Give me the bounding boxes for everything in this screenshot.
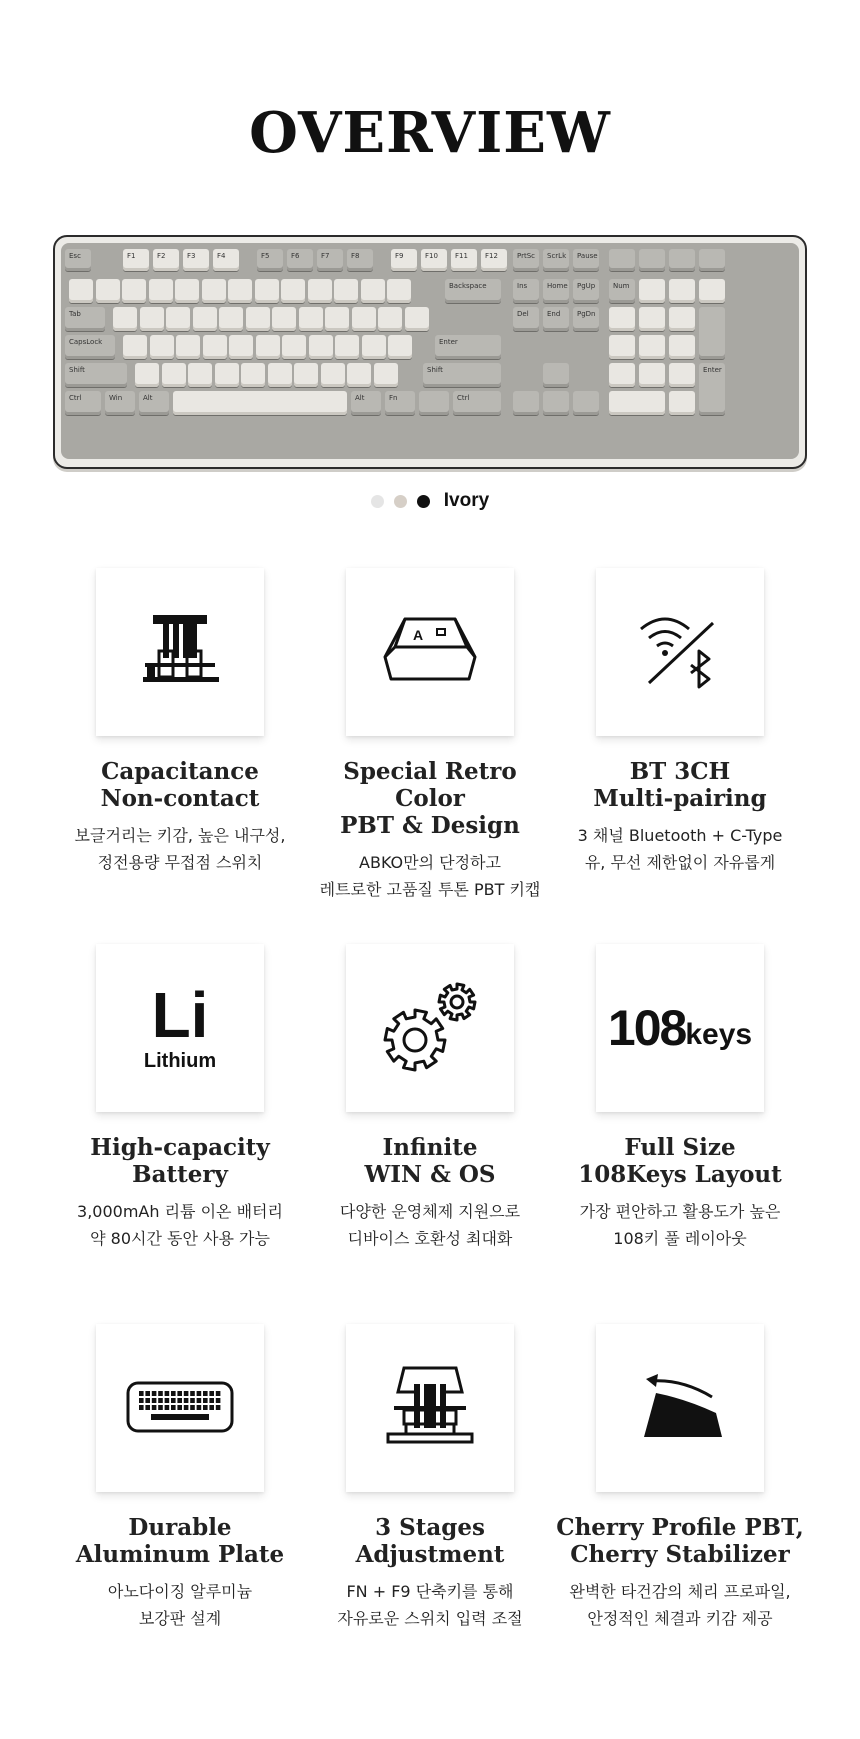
keyboard-key [282, 335, 306, 359]
keyboard-key [352, 307, 376, 331]
feature-title: Multi-pairing [593, 785, 767, 812]
feature-icon-box [596, 568, 764, 736]
keyboard-key [202, 279, 226, 303]
keyboard-key [188, 363, 212, 387]
switch-stages-icon [380, 1358, 480, 1458]
keyboard-key: Shift [423, 363, 501, 387]
keyboard-key: End [543, 307, 569, 331]
keyboard-key [335, 335, 359, 359]
keyboard-key [419, 391, 449, 415]
keyboard-key [374, 363, 398, 387]
keyboard-key [609, 307, 635, 331]
keyboard-key: Shift [65, 363, 127, 387]
feature-capacitance [55, 568, 305, 876]
keyboard-key: F5 [257, 249, 283, 271]
keyboard-key: F6 [287, 249, 313, 271]
feature-desc: ABKO만의 단정하고 [359, 853, 501, 872]
keyboard-key [175, 279, 199, 303]
keyboard-key [149, 279, 173, 303]
keyboard-key: Alt [351, 391, 381, 415]
feature-desc: 안정적인 체결과 키감 제공 [587, 1609, 773, 1628]
keyboard-key [362, 335, 386, 359]
keyboard-key [122, 279, 146, 303]
keyboard-key: PgDn [573, 307, 599, 331]
keyboard-key: ScrLk [543, 249, 569, 271]
keyboard-key [543, 363, 569, 387]
keyboard-key [272, 307, 296, 331]
keyboard-image [53, 235, 807, 469]
keyboard-key [609, 391, 665, 415]
keyboard-key: Alt [139, 391, 169, 415]
keyboard-key [361, 279, 385, 303]
lithium-symbol: Li [151, 978, 209, 1051]
keyboard-key [669, 307, 695, 331]
feature-desc: 자유로운 스위치 입력 조절 [337, 1609, 523, 1628]
feature-bt [555, 568, 805, 876]
keyboard-key: F1 [123, 249, 149, 271]
keyboard-key [609, 335, 635, 359]
keyboard-key: Win [105, 391, 135, 415]
feature-title: Battery [132, 1161, 228, 1188]
feature-title: Full Size [624, 1134, 736, 1161]
feature-icon-box [346, 1324, 514, 1492]
keyboard-key [321, 363, 345, 387]
lithium-icon [96, 944, 264, 1112]
feature-title: Capacitance [101, 758, 259, 785]
cherry-profile-icon [630, 1363, 730, 1453]
keyboard-key [669, 363, 695, 387]
keyboard-key: F4 [213, 249, 239, 271]
keyboard-key: F8 [347, 249, 373, 271]
keyboard-key [639, 335, 665, 359]
lithium-label: Lithium [143, 1049, 217, 1072]
keyboard-key [405, 307, 429, 331]
feature-title: BT 3CH [629, 758, 731, 785]
feature-desc: 디바이스 호환성 최대화 [347, 1229, 513, 1248]
keyboard-key [639, 279, 665, 303]
feature-title: 3 Stages [375, 1514, 485, 1541]
keyboard-key [268, 363, 292, 387]
feature-desc: 108키 풀 레이아웃 [613, 1229, 747, 1248]
feature-desc: 약 80시간 동안 사용 가능 [90, 1229, 270, 1248]
keyboard-key: Ctrl [453, 391, 501, 415]
keyboard-key [96, 279, 120, 303]
keyboard-key [135, 363, 159, 387]
keyboard-key: F10 [421, 249, 447, 271]
feature-title: 108Keys Layout [578, 1161, 782, 1188]
keyboard-key [255, 279, 279, 303]
feature-title: Durable [128, 1514, 232, 1541]
feature-title: Cherry Profile PBT, [556, 1514, 804, 1541]
feature-cherry [555, 1324, 805, 1632]
feature-desc: 3,000mAh 리튬 이온 배터리 [77, 1202, 283, 1221]
keyboard-key [123, 335, 147, 359]
keyboard-key: Esc [65, 249, 91, 271]
keyboard-key [166, 307, 190, 331]
feature-stages [305, 1324, 555, 1632]
keyboard-key: Enter [699, 363, 725, 415]
keyboard-key [669, 335, 695, 359]
keyboard-key [639, 249, 665, 271]
keyboard-key [573, 391, 599, 415]
keyboard-key: CapsLock [65, 335, 115, 359]
keyboard-key [173, 391, 347, 415]
keyboard-key [193, 307, 217, 331]
feature-layout [555, 944, 805, 1252]
keyboard-key: Num [609, 279, 635, 303]
keyboard-key: F2 [153, 249, 179, 271]
keyboard-key [639, 363, 665, 387]
feature-desc: 레트로한 고품질 투톤 PBT 키캡 [319, 880, 541, 899]
keyboard-key [299, 307, 323, 331]
keyboard-key: F9 [391, 249, 417, 271]
feature-title: Non-contact [100, 785, 260, 812]
keyboard-icon [125, 1378, 235, 1438]
capacitive-switch-icon [135, 607, 225, 697]
keyboard-key [699, 249, 725, 271]
keyboard-key [639, 307, 665, 331]
feature-title: Infinite [382, 1134, 478, 1161]
keyboard-key [162, 363, 186, 387]
keyboard-key [150, 335, 174, 359]
keyboard-key [669, 279, 695, 303]
color-swatch-beige[interactable] [394, 495, 407, 508]
keyboard-key [543, 391, 569, 415]
keyboard-key [294, 363, 318, 387]
keyboard-key [256, 335, 280, 359]
page-title: OVERVIEW [249, 100, 611, 166]
feature-desc: 가장 편안하고 활용도가 높은 [579, 1202, 781, 1221]
keyboard-key [113, 307, 137, 331]
feature-battery [55, 944, 305, 1252]
keyboard-key [378, 307, 402, 331]
keyboard-key [228, 279, 252, 303]
feature-os [305, 944, 555, 1252]
svg-text:A: A [413, 627, 424, 643]
keyboard-key [246, 307, 270, 331]
keyboard-key: Tab [65, 307, 105, 331]
feature-desc: 정전용량 무접점 스위치 [97, 853, 263, 872]
keyboard-key [219, 307, 243, 331]
keyboard-key: Del [513, 307, 539, 331]
keyboard-key [388, 335, 412, 359]
feature-title: Aluminum Plate [75, 1541, 285, 1568]
keys-label: keys [685, 1018, 753, 1051]
keyboard-key [609, 249, 635, 271]
feature-icon-box [96, 568, 264, 736]
keyboard-key [387, 279, 411, 303]
feature-desc: 보글거리는 키감, 높은 내구성, [74, 826, 286, 845]
feature-desc: 유, 무선 제한없이 자유롭게 [584, 853, 776, 872]
keyboard-key [609, 363, 635, 387]
feature-icon-box [346, 568, 514, 736]
keyboard-key: F11 [451, 249, 477, 271]
keyboard-key [669, 249, 695, 271]
feature-desc: 보강판 설계 [138, 1609, 222, 1628]
feature-title: Adjustment [355, 1541, 505, 1568]
keyboard-key [215, 363, 239, 387]
keyboard-key [140, 307, 164, 331]
keyboard-key: PrtSc [513, 249, 539, 271]
keyboard-key [513, 391, 539, 415]
feature-desc: 3 채널 Bluetooth + C-Type [577, 826, 783, 845]
keyboard-key: Fn [385, 391, 415, 415]
keyboard-key: Ctrl [65, 391, 101, 415]
108keys-icon [596, 944, 764, 1112]
feature-title: PBT & Design [340, 812, 520, 839]
keyboard-key [229, 335, 253, 359]
feature-pbt [305, 568, 555, 903]
keyboard-key: F7 [317, 249, 343, 271]
keyboard-key [699, 307, 725, 359]
keyboard-key: PgUp [573, 279, 599, 303]
feature-desc: FN + F9 단축키를 통해 [346, 1582, 514, 1601]
feature-title: High-capacity [90, 1134, 270, 1161]
feature-title: WIN & OS [364, 1161, 496, 1188]
feature-title: Cherry Stabilizer [570, 1541, 790, 1568]
feature-desc: 완벽한 타건감의 체리 프로파일, [569, 1582, 791, 1601]
gears-icon [375, 978, 485, 1078]
wifi-bluetooth-icon [635, 607, 725, 697]
keyboard-key: F3 [183, 249, 209, 271]
keycap-icon [375, 607, 485, 697]
keys-count: 108 [607, 1000, 686, 1056]
keyboard-key: F12 [481, 249, 507, 271]
color-swatch-black[interactable] [417, 495, 430, 508]
keyboard-key [281, 279, 305, 303]
keyboard-key: Pause [573, 249, 599, 271]
keyboard-key [334, 279, 358, 303]
feature-desc: 아노다이징 알루미늄 [107, 1582, 253, 1601]
color-selector [0, 490, 860, 513]
selected-color-label: Ivory [443, 490, 490, 511]
feature-desc: 다양한 운영체제 지원으로 [339, 1202, 521, 1221]
keyboard-key [176, 335, 200, 359]
keyboard-key [69, 279, 93, 303]
keyboard-key [203, 335, 227, 359]
keyboard-key [347, 363, 371, 387]
feature-icon-box [346, 944, 514, 1112]
feature-icon-box [96, 1324, 264, 1492]
keyboard-key [699, 279, 725, 303]
keyboard-key [325, 307, 349, 331]
keyboard-key [241, 363, 265, 387]
keyboard-key [308, 279, 332, 303]
keyboard-key: Home [543, 279, 569, 303]
keyboard-key: Ins [513, 279, 539, 303]
keyboard-key [309, 335, 333, 359]
feature-plate [55, 1324, 305, 1632]
feature-icon-box [596, 1324, 764, 1492]
keyboard-key: Enter [435, 335, 501, 359]
keyboard-plate [61, 243, 799, 459]
color-swatch-light-gray[interactable] [371, 495, 384, 508]
keyboard-key [669, 391, 695, 415]
keyboard-key: Backspace [445, 279, 501, 303]
feature-title: Special Retro Color [343, 758, 517, 812]
